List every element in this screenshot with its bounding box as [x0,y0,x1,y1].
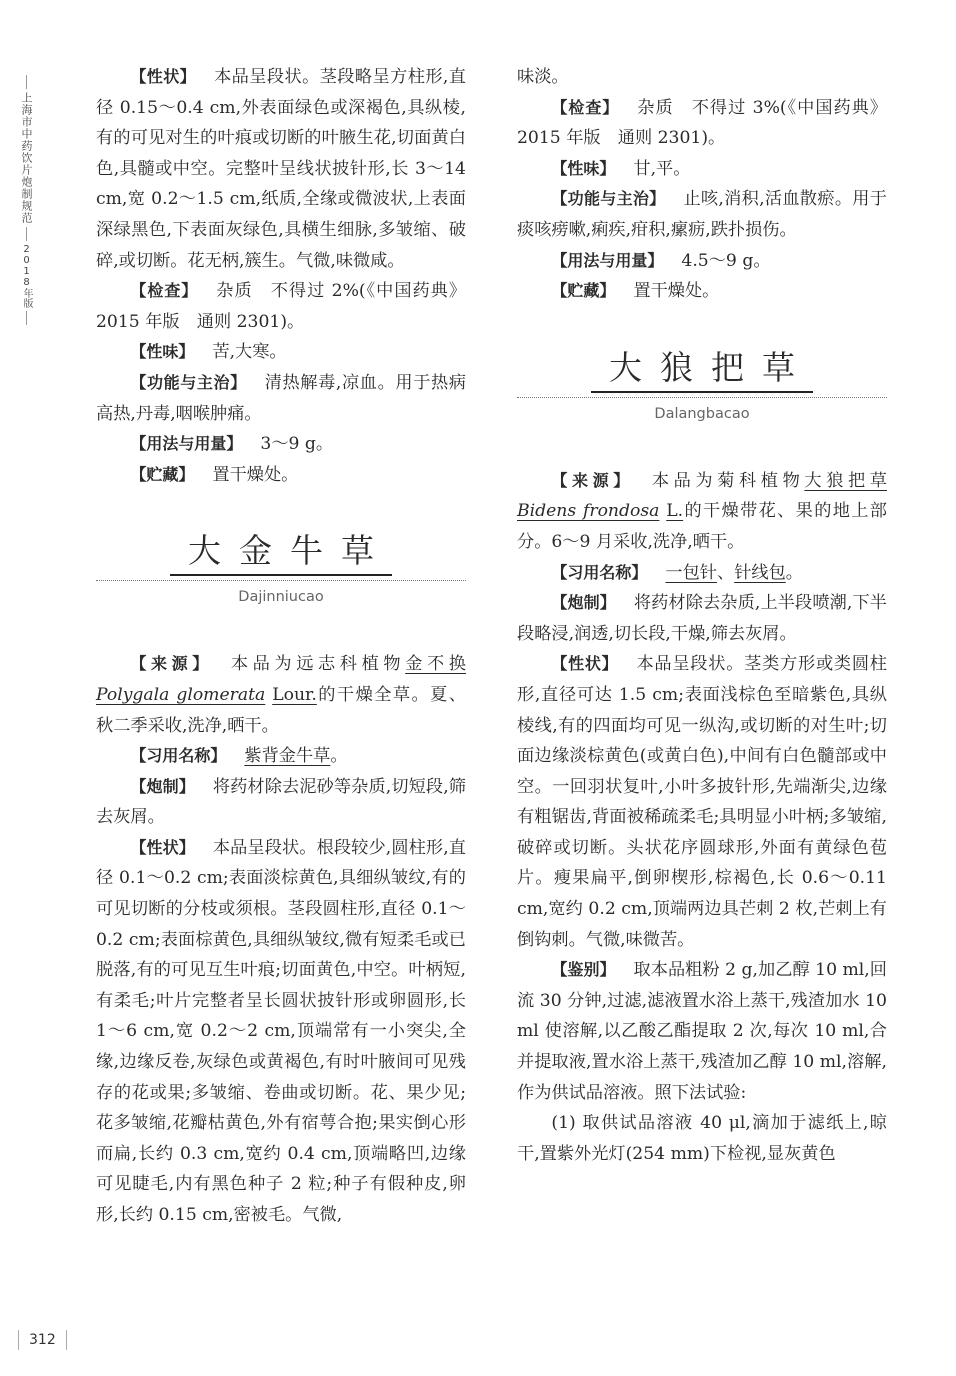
label: 【来源】 [130,654,213,674]
divider [26,311,27,325]
text: 本品呈段状。根段较少,圆柱形,直径 0.1～0.2 cm;表面淡棕黄色,具细纵皱纹,有的可见切断的分枝或须根。茎段圆柱形,直径 0.1～0.2 cm;表面棕黄色,具细纵皱纹,微有短柔毛或已脱落,有的可见互生叶痕;切面黄色,中空。叶柄短,有柔毛;叶片完整者呈长圆状披针形或卵圆形,长 1～6 cm,宽 0.2～2 cm,顶端常有一小突尖,全缘,边缘反卷,灰绿色或黄褐色,有时叶腋间可见残存的花或果;多皱缩、卷曲或切断。花、果少见;花多皱缩,花瓣枯黄色,外有宿萼合抱;果实倒心形而扁,长约 0.3 cm,宽约 0.4 cm,顶端略凹,边缘可见睫毛,内有黑色种子 2 粒;种子有假种皮,卵形,长约 0.15 cm,密被毛。气微, [96,837,466,1225]
plant-name: 大狼把草 [804,470,887,491]
text: 本品呈段状。茎段略呈方柱形,直径 0.15～0.4 cm,外表面绿色或深褐色,具纵棱,有的可见对生的叶痕或切断的叶腋生花,切面黄白色,具髓或中空。完整叶呈线状披针形,长 3～14 cm,宽 0.2～1.5 cm,纸质,全缘或微波状,上表面深绿黑色,下表面灰绿色,具横生细脉,多皱缩、破碎,或切断。花无柄,簇生。气微,味微咸。 [96,67,466,271]
label: 【性状】 [551,654,619,674]
section-function [517,184,887,245]
sidebar [18,72,34,328]
section-dosage [517,246,887,277]
divider [96,580,466,581]
label: 【贮藏】 [551,281,616,301]
section-characteristics [96,833,466,1231]
text: 味淡。 [517,67,569,87]
plant-name: 金不换 [405,654,466,675]
alias: 针线包 [734,562,786,583]
label: 【检查】 [130,281,199,301]
section-identification [517,955,887,1108]
text: (1) 取供试品溶液 40 μl,滴加于滤纸上,晾干,置紫外光灯(254 mm)下检视,显灰黄色 [517,1113,887,1164]
section-inspection [96,276,466,337]
text: 本品为远志科植物 [230,654,406,675]
text: 3～9 g。 [260,434,334,455]
text: 杂质 不得过 2%(《中国药典》2015 年版 通则 2301)。 [96,281,466,332]
text: 置干燥处。 [212,464,299,485]
text: 止咳,消积,活血散瘀。用于痰咳痨嗽,痢疾,疳积,瘰疬,跌扑损伤。 [517,189,887,240]
label: 【性状】 [130,837,195,857]
page-number [18,1330,77,1350]
text: 清热解毒,凉血。用于热病高热,丹毒,咽喉肿痛。 [96,372,466,424]
text: 将药材除去杂质,上半段喷潮,下半段略浸,润透,切长段,干燥,筛去灰屑。 [517,593,887,644]
latin-name: Polygala glomerata [96,684,266,705]
edition: 2018年版 [21,244,32,308]
section-function [96,368,466,429]
label: 【用法与用量】 [551,250,664,270]
herb-pinyin: Dajinniucao [238,589,324,606]
divider [26,75,27,89]
herb-heading [96,530,466,605]
text: 的干燥带花、果的地上部分。6～9 月采收,洗净,晒干。 [517,501,887,552]
divider [517,397,887,398]
latin-name: Bidens frondosa [517,501,660,522]
left-column [96,62,466,1231]
section-characteristics [96,62,466,276]
page-number-text: 312 [29,1332,56,1348]
author: L. [666,501,684,522]
label: 【炮制】 [551,593,616,613]
divider [18,1330,19,1350]
divider [66,1330,67,1350]
section-storage [517,276,887,307]
section-inspection [517,93,887,154]
text: 本品为菊科植物 [651,470,805,491]
test-step [517,1108,887,1169]
text: 的干燥全草。夏、秋二季采收,洗净,晒干。 [96,684,466,736]
divider [26,227,27,241]
section-taste [96,337,466,368]
section-alias [96,741,466,772]
text: 本品呈段状。茎类方形或类圆柱形,直径可达 1.5 cm;表面浅棕色至暗紫色,具纵棱线,有的四面均可见一纵沟,或切断的对生叶;切面边缘淡棕黄色(或黄白色),中间有白色髓部或中空。一回羽状复叶,小叶多披针形,先端渐尖,边缘有粗锯齿,背面被稀疏柔毛;具明显小叶柄;多皱缩,破碎或切断。头状花序圆球形,外面有黄绿色苞片。瘦果扁平,倒卵楔形,棕褐色,长 0.6～0.11 cm,宽约 0.2 cm,顶端两边具芒刺 2 枚,芒刺上有倒钩刺。气微,味微苦。 [517,654,887,950]
section-processing [96,772,466,833]
label: 【贮藏】 [130,464,195,484]
text: 4.5～9 g。 [681,250,771,271]
label: 【习用名称】 [130,746,227,766]
text: 杂质 不得过 3%(《中国药典》2015 年版 通则 2301)。 [517,97,887,149]
label: 【性状】 [130,67,197,86]
herb-title: 大狼把草 [591,347,813,393]
label: 【来源】 [551,470,634,490]
label: 【性味】 [551,158,616,178]
label: 【鉴别】 [551,960,616,980]
text: 将药材除去泥砂等杂质,切短段,筛去灰屑。 [96,776,466,828]
alias: 一包针 [665,562,717,583]
label: 【性味】 [130,342,195,362]
label: 【用法与用量】 [130,434,243,454]
section-source [517,466,887,558]
right-column [517,62,887,1169]
section-characteristics [517,649,887,955]
herb-title: 大金牛草 [170,530,392,576]
text: 。 [330,746,348,767]
label: 【炮制】 [130,776,195,796]
alias: 紫背金牛草 [244,746,331,767]
label: 【功能与主治】 [551,189,666,209]
text: 苦,大寒。 [212,342,287,363]
text: 。 [785,562,803,583]
label: 【检查】 [551,97,620,117]
text: 取本品粗粉 2 g,加乙醇 10 ml,回流 30 分钟,过滤,滤液置水浴上蒸干,残渣加水 10 ml 使溶解,以乙酸乙酯提取 2 次,每次 10 ml,合并提取液,置水浴上蒸干,残渣加乙醇 10 ml,溶解,作为供试品溶液。照下法试验: [517,960,887,1103]
text: 甘,平。 [633,158,691,179]
label: 【习用名称】 [551,562,648,582]
book-title: 上海市中药饮片炮制规范 [20,92,33,224]
section-source [96,649,466,741]
herb-heading [517,347,887,422]
text: 置干燥处。 [633,281,720,302]
section-storage [96,460,466,491]
continued-text [517,62,887,93]
section-alias [517,558,887,589]
section-processing [517,588,887,649]
herb-pinyin: Dalangbacao [654,405,750,422]
label: 【功能与主治】 [130,372,247,392]
section-dosage [96,429,466,460]
author: Lour. [272,684,317,705]
section-taste [517,154,887,185]
text: 、 [716,562,735,583]
